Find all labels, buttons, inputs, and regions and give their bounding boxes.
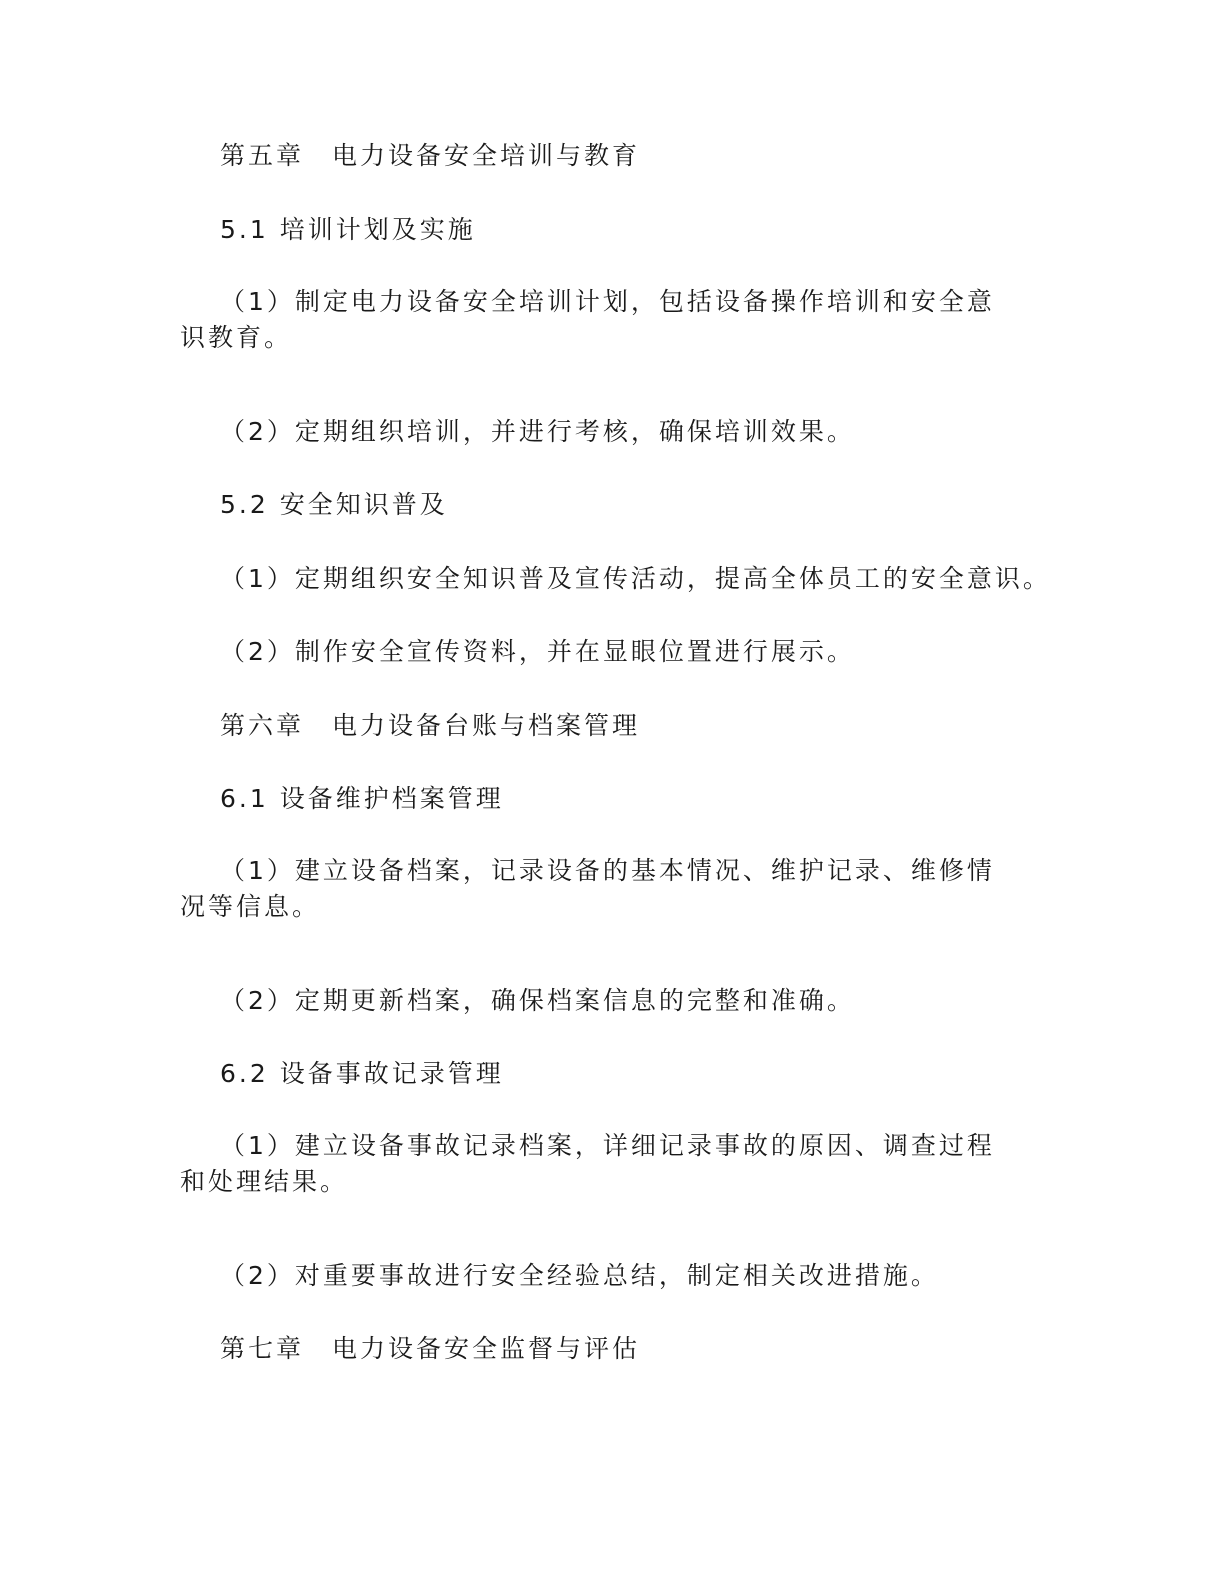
section-5-1-paragraph-2: （2）定期组织培训，并进行考核，确保培训效果。 (220, 417, 855, 446)
chapter-5-heading: 第五章 电力设备安全培训与教育 (220, 141, 641, 170)
section-5-2-paragraph-2: （2）制作安全宣传资料，并在显眼位置进行展示。 (220, 637, 855, 666)
section-6-2-paragraph-1: （1）建立设备事故记录档案，详细记录事故的原因、调查过程和处理结果。 (180, 1131, 995, 1196)
section-5-1-heading: 5.1 培训计划及实施 (220, 215, 476, 244)
chapter-7-heading: 第七章 电力设备安全监督与评估 (220, 1334, 641, 1363)
section-5-2-paragraph-1: （1）定期组织安全知识普及宣传活动，提高全体员工的安全意识。 (220, 564, 1051, 593)
section-6-1-paragraph-1: （1）建立设备档案，记录设备的基本情况、维护记录、维修情况等信息。 (180, 856, 995, 921)
chapter-6-heading: 第六章 电力设备台账与档案管理 (220, 711, 641, 740)
section-6-1-heading: 6.1 设备维护档案管理 (220, 784, 504, 813)
section-5-1-paragraph-1: （1）制定电力设备安全培训计划，包括设备操作培训和安全意识教育。 (180, 287, 995, 352)
section-6-1-paragraph-2: （2）定期更新档案，确保档案信息的完整和准确。 (220, 986, 855, 1015)
section-5-2-heading: 5.2 安全知识普及 (220, 490, 448, 519)
section-6-2-heading: 6.2 设备事故记录管理 (220, 1059, 504, 1088)
section-6-2-paragraph-2: （2）对重要事故进行安全经验总结，制定相关改进措施。 (220, 1261, 939, 1290)
